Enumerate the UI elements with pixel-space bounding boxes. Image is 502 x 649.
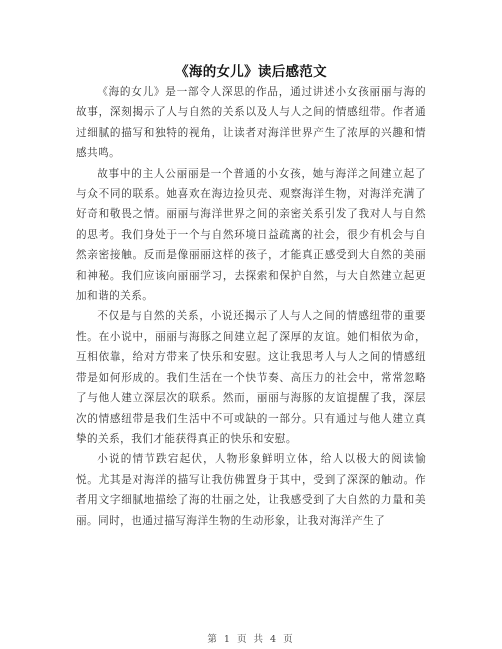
paragraph-3: 不仅是与自然的关系，小说还揭示了人与人之间的情感纽带的重要性。在小说中，丽丽与海豚之间建立起了深厚的友谊。她们相依为命，互相依靠，给对方带来了快乐和安慰。这让我思考人与人之间的情感纽带是如何形成的。我们生活在一个快节奏、高压力的社会中，常常忽略了与他人建立深层次的联系。然而，丽丽与海豚的友谊提醒了我，深层次的情感纽带是我们生活中不可或缺的一部分。只有通过与他人建立真挚的关系，我们才能获得真正的快乐和安慰。 bbox=[76, 310, 426, 445]
paragraph-4: 小说的情节跌宕起伏，人物形象鲜明立体，给人以极大的阅读愉悦。尤其是对海洋的描写让我仿佛置身于其中，受到了深深的触动。作者用文字细腻地描绘了海的壮丽之处，让我感受到了大自然的力量和美丽。同时，也通过描写海洋生物的生动形象，让我对海洋产生了 bbox=[76, 453, 426, 527]
paragraph-2: 故事中的主人公丽丽是一个普通的小女孩，她与海洋之间建立起了与众不同的联系。她喜欢在海边捡贝壳、观察海洋生物，对海洋充满了好奇和敬畏之情。丽丽与海洋世界之间的亲密关系引发了我对人与自然的思考。我们身处于一个与自然环境日益疏离的社会，很少有机会与自然亲密接触。反而是像丽丽这样的孩子，才能真正感受到大自然的美丽和神秘。我们应该向丽丽学习，去探索和保护自然，与大自然建立起更加和谐的关系。 bbox=[76, 167, 426, 303]
document-title: 《海的女儿》读后感范文 bbox=[175, 64, 327, 80]
document-body bbox=[76, 82, 426, 531]
page-number-footer: 第 1 页 共 4 页 bbox=[207, 634, 295, 645]
paragraph-1: 《海的女儿》是一部令人深思的作品，通过讲述小女孩丽丽与海的故事，深刻揭示了人与自然的关系以及人与人之间的情感纽带。作者通过细腻的描写和独特的视角，让读者对海洋世界产生了浓厚的兴趣和情感共鸣。 bbox=[76, 86, 426, 160]
